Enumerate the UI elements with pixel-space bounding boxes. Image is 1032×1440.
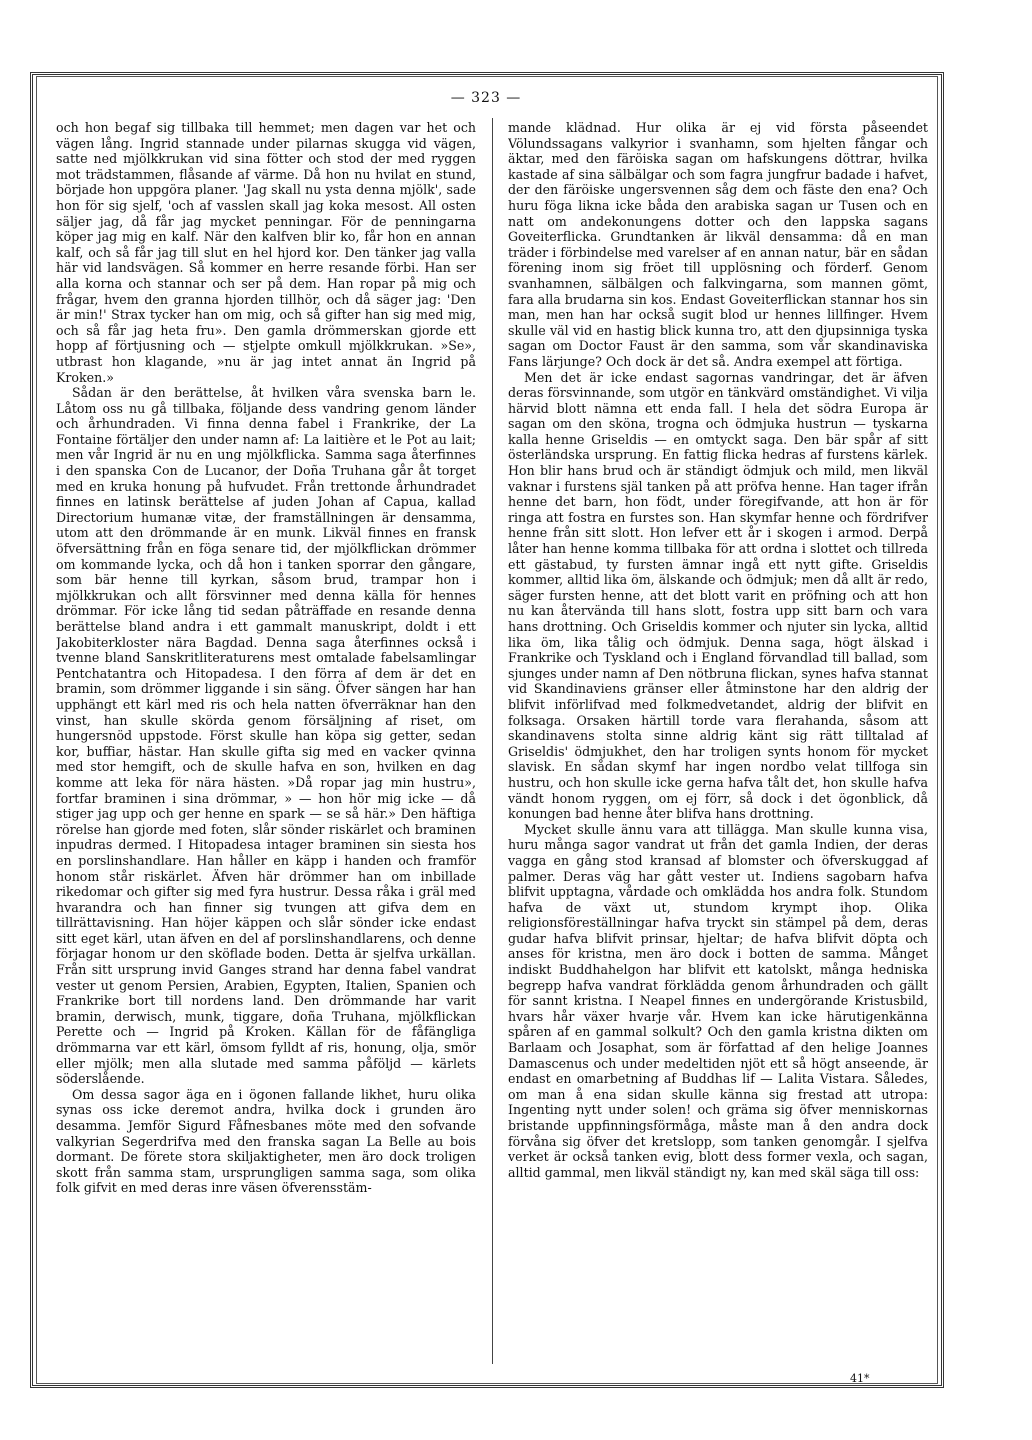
paragraph: Men det är icke endast sagornas vandringar, det är äfven deras försvinnande, som utgör en tänkvärd omständighet. Vi vilja härvid blott nämna ett enda fall. I hela det södra Europa är sagan om den sköna, trogna och ödmjuka hustrun — tyskarna kalla henne Griseldis — en omtyckt saga. Den bär spår af sitt österländska ursprung. En fattig flicka hedras af furstens kärlek. Hon blir hans brud och är ständigt ödmjuk och mild, men likväl vaknar i furstens själ tanken på att pröfva henne. Han tager ifrån henne det barn, hon födt, under föregifvande, att hon är för ringa att fostra en furstes son. Han skymfar henne och fördrifver henne från sitt slott. Hon lefver ett år i skogen i armod. Derpå låter han henne komma tillbaka för att ordna i slottet och tillreda ett gästabud, ty fursten ämnar ingå ett nytt gifte. Griseldis kommer, alltid lika öm, älskande och ödmjuk; men då allt är redo, säger fursten henne, att det blott varit en pröfning och att hon nu kan återvända till hans slott, fostra upp sitt barn och vara hans drottning. Och Griseldis kommer och njuter sin lycka, alltid lika öm, lika tålig och ödmjuk. Denna saga, högt älskad i Frankrike och Tyskland och i England förvandlad till ballad, som sjunges under namn af Den nötbruna flickan, synes hafva stannat vid Skandinaviens gränser eller åtminstone har den aldrig der blifvit införlifvad med folkmedvetandet, aldrig der blifvit en folksaga. Orsaken härtill torde vara flerahanda, såsom att skandinavens stolta sinne aldrig känt sig rätt tilltalad af Griseldis' ödmjukhet, den har troligen synts honom för mycket slavisk. En sådan skymf har ingen nordbo velat tillfoga sin hustru, och hon skulle icke gerna hafva tålt det, hon skulle hafva vändt honom ryggen, om ej förr, så dock i det ögonblick, då konungen bad henne åter blifva hans drottning. bbox=[508, 369, 928, 822]
right-column bbox=[508, 120, 928, 1360]
paragraph: Sådan är den berättelse, åt hvilken våra svenska barn le. Låtom oss nu gå tillbaka, följande dess vandring genom länder och århundraden. Vi finna denna fabel i Frankrike, der La Fontaine förtäljer den under namn af: La laitière et le Pot au lait; men vår Ingrid är nu en ung mjölkflicka. Samma saga återfinnes i den spanska Con de Lucanor, der Doña Truhana går åt torget med en kruka honung på hufvudet. Från trettonde århundradet finnes en latinsk berättelse af juden Johan af Capua, kallad Directorium humanæ vitæ, der framställningen är densamma, utom att den drömmande är en munk. Likväl finnes en fransk öfversättning från en föga senare tid, der mjölkflickan drömmer om kommande lycka, och då hon i tanken sporrar den gångare, som bär henne till kyrkan, såsom brud, trampar hon i mjölkkrukan och allt försvinner med denna källa för hennes drömmar. För icke lång tid sedan påträffade en resande denna berättelse bland andra i ett gammalt manuskript, doldt i ett Jakobiterkloster nära Bagdad. Denna saga återfinnes också i tvenne bland Sanskritliteraturens mest omtalade fabelsamlingar Pentchatantra och Hitopadesa. I den förra af dem är det en bramin, som drömmer liggande i sin säng. Öfver sängen har han upphängt ett kärl med ris och hela natten öfverräknar han den vinst, han skulle skörda genom försäljning af riset, om hungersnöd uppstode. Först skulle han köpa sig getter, sedan kor, buffiar, hästar. Han skulle gifta sig med en vacker qvinna med stor hemgift, och de skulle hafva en son, hvilken en dag komme att leka för nära hästen. »Då ropar jag min hustru», fortfar braminen i sina drömmar, » — hon hör mig icke — då stiger jag upp och ger henne en spark — se så här.» Den häftiga rörelse han gjorde med foten, slår sönder riskärlet och braminen inpudras dermed. I Hitopadesa intager braminen sin siesta hos en porslinshandlare. Han håller en käpp i handen och framför honom står riskärlet. Äfven här drömmer han om inbillade rikedomar och gifter sig med fyra hustrur. Dessa råka i gräl med hvarandra och han finner sig tvungen att gifva dem en tillrättavisning. Han höjer käppen och slår sönder icke endast sitt eget kärl, utan äfven en del af porslinshandlarens, och denne förjagar honom ur den sköflade boden. Detta är sjelfva urkällan. Från sitt ursprung invid Ganges strand har denna fabel vandrat vester ut genom Persien, Arabien, Egypten, Italien, Spanien och Frankrike bort till nordens land. Den drömmande har varit bramin, derwisch, munk, tiggare, doña Truhana, mjölkflickan Perette och — Ingrid på Kroken. Källan för de fåfängliga drömmarna var ett kärl, ömsom fylldt af ris, honung, olja, smör eller mjölk; men alla slutade med samma påföljd — kärlets söderslående. bbox=[56, 385, 476, 1087]
left-column bbox=[56, 120, 476, 1360]
paragraph: Mycket skulle ännu vara att tillägga. Man skulle kunna visa, huru många sagor vandrat ut från det gamla Indien, der deras vagga en gång stod kransad af blomster och öfverskuggad af palmer. Deras väg har gått vester ut. Indiens sagobarn hafva blifvit upptagna, vårdade och omklädda hos andra folk. Stundom hafva de växt ut, stundom krympt ihop. Olika religionsföreställningar hafva tryckt sin stämpel på dem, deras gudar hafva blifvit prinsar, hjeltar; de hafva blifvit döpta och anses för kristna, men äro dock i botten de samma. Månget indiskt Buddhahelgon har blifvit ett katolskt, många hedniska begrepp hafva vandrat förklädda genom århundraden och gällt för sannt kristna. I Neapel finnes en undergörande Kristusbild, hvars hår växer hvarje vår. Hvem kan icke härutigenkänna spåren af en gammal solkult? Och den gamla kristna dikten om Barlaam och Josaphat, som är författad af den helige Joannes Damascenus och under medeltiden njöt ett så högt anseende, är endast en omarbetning af Buddhas lif — Lalita Vistara. Således, om man å ena sidan skulle känna sig frestad att utropa: Ingenting nytt under solen! och gräma sig öfver menniskornas bristande uppfinningsförmåga, måste man å den andra dock förvåna sig öfver det kretslopp, som tanken genomgår. I sjelfva verket är också tanken evig, blott dess former vexla, och sagan, alltid gammal, men likväl ständigt ny, kan med skäl säga till oss: bbox=[508, 821, 928, 1180]
paragraph: mande klädnad. Hur olika är ej vid första påseendet Völundssagans valkyrior i svanhamn, som hjelten fångar och äktar, med den färöiska sagan om hafskungens döttrar, hvilka kastade af sina sälbälgar och som fagra jungfrur badade i hafvet, der den färöiske ungersvennen såg dem och fäste den ena? Och huru föga likna icke båda den arabiska sagan ur Tusen och en natt om andekonungens dotter och den lappska sagans Goveiterflicka. Grundtanken är likväl densamma: då en man träder i förbindelse med varelser af en annan natur, bär en sådan förening inom sig fröet till upplösning och förderf. Genom svanhamnen, sälbälgen och falkvingarna, som mannen gömt, fara alla brudarna sin kos. Endast Goveiterflickan stannar hos sin man, men han har också sugit blod ur hennes lillfinger. Hvem skulle väl vid en hastig blick kunna tro, att den djupsinniga tyska sagan om Doctor Faust är den samma, som vår skandinaviska Fans lärjunge? Och dock är det så. Andra exempel att förtiga. bbox=[508, 120, 928, 369]
paragraph: Om dessa sagor äga en i ögonen fallande likhet, huru olika synas oss icke deremot andra, hvilka dock i grunden äro desamma. Jemför Sigurd Fåfnesbanes möte med den sofvande valkyrian Segerdrifva med den franska sagan La Belle au bois dormant. De förete stora skiljaktigheter, men äro dock troligen skott från samma stam, ursprungligen samma saga, som olika folk gifvit en med deras inre väsen öfverensstäm- bbox=[56, 1086, 476, 1196]
page-number: — 323 — bbox=[450, 90, 522, 106]
printer-signature: 41* bbox=[850, 1372, 870, 1385]
paragraph: och hon begaf sig tillbaka till hemmet; men dagen var het och vägen lång. Ingrid stannade under pilarnas skugga vid vägen, satte ned mjölkkrukan vid sina fötter och stod der med ryggen mot trädstammen, flåsande af värme. Då hon nu hvilat en stund, började hon uppgöra planer. 'Jag skall nu ysta denna mjölk', sade hon för sig sjelf, 'och af vasslen skall jag koka mesost. All osten säljer jag, då får jag mycket penningar. För de penningarna köper jag mig en kalf. När den kalfven blir ko, får hon en annan kalf, och så får jag till slut en hel hjord kor. Den tänker jag valla här vid landsvägen. Så kommer en herre resande förbi. Han ser alla korna och stannar och ser på dem. Han ropar på mig och frågar, hvem den granna hjorden tillhör, och då säger jag: 'Den är min!' Strax tycker han om mig, och så gifter han sig med mig, och så får jag heta fru». Den gamla drömmerskan gjorde ett hopp af förtjusning och — stjelpte omkull mjölkkrukan. »Se», utbrast hon klagande, »nu är jag intet annat än Ingrid på Kroken.» bbox=[56, 120, 476, 385]
column-divider bbox=[492, 118, 493, 1364]
